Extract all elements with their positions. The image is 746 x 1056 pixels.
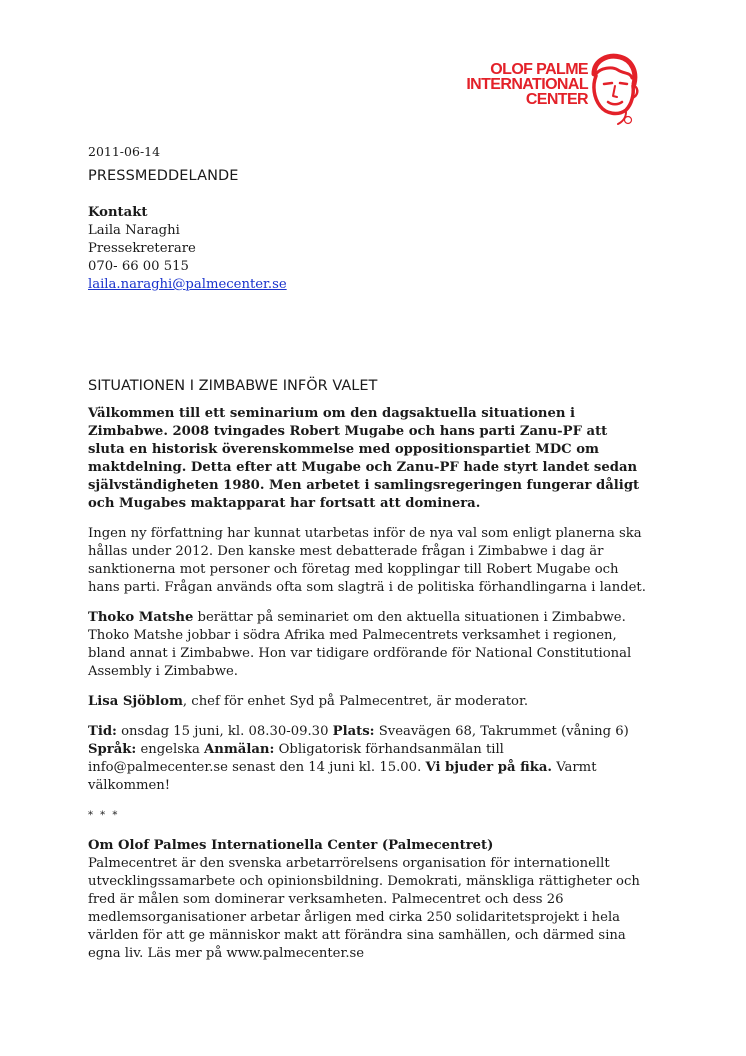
moderator-text: , chef för enhet Syd på Palmecentret, är moderator. bbox=[182, 694, 529, 709]
contact-name: Laila Naraghi bbox=[88, 223, 180, 238]
speaker-name: Thoko Matshe bbox=[88, 610, 194, 625]
body-paragraph: Ingen ny författning har kunnat utarbetas inför de nya val som enligt planerna ska hållas under 2012. Den kanske mest debatterade frågan i Zimbabwe i dag är sanktionerna mot personer och företag med kopplingar till Robert Mugabe och hans parti. Frågan används ofta som slagträ i de politiska förhandlingarna i landet. bbox=[88, 526, 646, 595]
speaker-paragraph bbox=[88, 609, 648, 681]
logo-line-3: CENTER bbox=[525, 91, 588, 108]
time-value: onsdag 15 juni, kl. 08.30-09.30 bbox=[116, 724, 333, 739]
fika-note: Vi bjuder på fika. bbox=[425, 760, 553, 775]
about-title bbox=[88, 837, 648, 855]
place-value: Sveavägen 68, Takrummet (våning 6) bbox=[374, 724, 629, 739]
contact-block bbox=[88, 204, 648, 294]
signup-value: Obligatorisk förhandsanmälan till info@palmecenter.se senast den 14 juni kl. 15.00. bbox=[88, 742, 504, 775]
contact-role: Pressekreterare bbox=[88, 241, 196, 256]
logo-wordmark bbox=[466, 62, 588, 107]
moderator-paragraph bbox=[88, 693, 648, 711]
speaker-text: berättar på seminariet om den aktuella situationen i Zimbabwe. Thoko Matshe jobbar i södra Afrika med Palmecentrets verksamhet i regionen, bland annat i Zimbabwe. Hon var tidigare ordförande för National Constitutional Assembly i Zimbabwe. bbox=[88, 610, 632, 679]
language-label: Språk: bbox=[88, 742, 137, 757]
event-details bbox=[88, 723, 648, 795]
release-date: 2011-06-14 bbox=[88, 144, 161, 159]
contact-email-link[interactable]: laila.naraghi@palmecenter.se bbox=[88, 277, 287, 292]
headline: SITUATIONEN I ZIMBABWE INFÖR VALET bbox=[88, 378, 378, 394]
lead-paragraph: Välkommen till ett seminarium om den dagsaktuella situationen i Zimbabwe. 2008 tvingades Robert Mugabe och hans parti Zanu-PF att sluta en historisk överenskommelse med oppositionspartiet MDC om maktdelning. Detta efter att Mugabe och Zanu-PF hade styrt landet sedan självständigheten 1980. Men arbetet i samlingsregeringen fungerar dåligt och Mugabes maktapparat har fortsatt att dominera. bbox=[88, 406, 640, 511]
welcome-note: Varmt välkommen! bbox=[88, 760, 597, 793]
time-label: Tid: bbox=[88, 724, 117, 739]
logo-line-2: INTERNATIONAL bbox=[466, 76, 588, 93]
moderator-name: Lisa Sjöblom bbox=[88, 694, 183, 709]
about-title-text: Om Olof Palmes Internationella Center (Palmecentret) bbox=[88, 838, 494, 853]
about-text: Palmecentret är den svenska arbetarrörelsens organisation för internationellt utvecklingssamarbete och opinionsbildning. Demokrati, mänskliga rättigheter och fred är målen som dominerar verksamheten. Palmecentret och dess 26 medlemsorganisationer arbetar årligen med cirka 250 solidaritetsprojekt i hela världen för att ge människor makt att förändra sina samhällen, och därmed sina egna liv. Läs mer på www.palmecenter.se bbox=[88, 856, 640, 961]
section-separator: * * * bbox=[88, 810, 120, 821]
place-label: Plats: bbox=[332, 724, 375, 739]
contact-label: Kontakt bbox=[88, 205, 148, 220]
palme-center-logo bbox=[460, 52, 640, 132]
language-value: engelska bbox=[136, 742, 205, 757]
olof-palme-portrait-icon bbox=[582, 52, 640, 128]
contact-phone: 070- 66 00 515 bbox=[88, 259, 189, 274]
document-type: PRESSMEDDELANDE bbox=[88, 168, 239, 184]
signup-label: Anmälan: bbox=[204, 742, 275, 757]
logo-line-1: OLOF PALME bbox=[490, 61, 588, 78]
press-release-body bbox=[88, 143, 648, 963]
